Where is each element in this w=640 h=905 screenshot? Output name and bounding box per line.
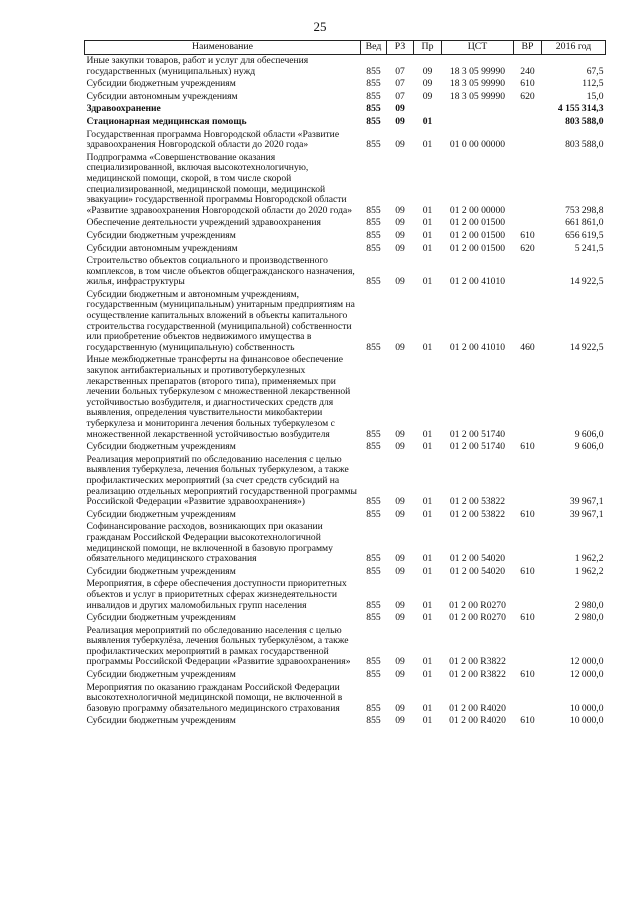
table-row [85, 230, 606, 243]
row-ved: 855 [366, 204, 381, 216]
row-vr [514, 682, 542, 716]
row-name: Субсидии бюджетным учреждениям [86, 612, 236, 624]
row-cst: 01 2 00 54020 [449, 553, 506, 565]
row-name: Субсидии бюджетным и автономным учреждениям, государственным (муниципальным) унитарным предприятиям на осуществление капитальных вложений в объекты капитального строительства государственной (муниципальной) собственности или приобретение объектов недвижимого имущества в государственную (муниципальную) собственность [86, 288, 355, 353]
row-vr: 460 [520, 341, 535, 353]
row-vr [514, 217, 542, 230]
row-sum: 2 980,0 [574, 599, 604, 611]
row-pr: 01 [422, 428, 433, 440]
row-sum: 803 588,0 [565, 115, 604, 127]
row-pr: 09 [422, 90, 433, 102]
row-ved: 855 [366, 715, 381, 727]
row-sum: 9 606,0 [574, 441, 604, 453]
table-row [85, 625, 606, 669]
row-ved: 855 [366, 565, 381, 577]
row-rz: 07 [395, 78, 405, 90]
header-rz: РЗ [387, 41, 414, 55]
row-vr: 620 [520, 90, 535, 102]
row-rz: 09 [395, 139, 405, 151]
row-ved: 855 [366, 341, 381, 353]
row-name: Обеспечение деятельности учреждений здравоохранения [86, 217, 321, 229]
row-rz: 09 [395, 115, 405, 127]
row-ved: 855 [366, 599, 381, 611]
table-row [85, 55, 606, 79]
table-header-row [85, 41, 606, 55]
row-vr [514, 578, 542, 612]
row-cst: 01 2 00 R3822 [449, 669, 506, 681]
row-rz: 09 [395, 565, 405, 577]
row-rz: 07 [395, 65, 405, 77]
table-row [85, 243, 606, 256]
row-name: Реализация мероприятий по обследованию населения с целью выявления туберкулёза, лечения больных туберкулёзом, а также профилактических мероприятий в рамках государственной программы Российской Федерации «Развитие здравоохранения» [86, 624, 351, 668]
table-row [85, 715, 606, 728]
row-cst: 01 2 00 51740 [449, 441, 506, 453]
row-rz: 07 [395, 90, 405, 102]
table-row [85, 91, 606, 104]
row-vr [514, 116, 542, 129]
row-name: Государственная программа Новгородской области «Развитие здравоохранения Новгородской области до 2020 года» [86, 128, 340, 151]
row-cst: 01 2 00 54020 [449, 565, 506, 577]
row-cst: 01 2 00 41010 [449, 276, 506, 288]
row-pr: 01 [422, 599, 433, 611]
row-cst: 01 2 00 53822 [449, 496, 506, 508]
table-row [85, 566, 606, 579]
row-vr [514, 354, 542, 441]
row-ved: 855 [366, 496, 381, 508]
row-ved: 855 [366, 553, 381, 565]
row-pr: 01 [422, 341, 433, 353]
row-vr: 610 [520, 229, 535, 241]
row-pr: 01 [422, 229, 433, 241]
table-row [85, 521, 606, 565]
row-pr: 01 [422, 669, 433, 681]
row-cst: 01 2 00 R0270 [449, 612, 506, 624]
row-pr: 01 [422, 115, 433, 127]
table-row [85, 354, 606, 441]
row-name: Строительство объектов социального и производственного комплексов, в том числе объектов общегражданского назначения, жилья, инфраструктуры [86, 255, 355, 288]
row-cst: 01 2 00 01500 [449, 242, 506, 254]
table-row [85, 441, 606, 454]
row-rz: 09 [395, 508, 405, 520]
row-rz: 09 [395, 669, 405, 681]
row-ved: 855 [366, 78, 381, 90]
page-number: 25 [313, 19, 327, 34]
row-name: Софинансирование расходов, возникающих при оказании гражданам Российской Федерации высокотехнологичной медицинской помощи, не включенной в базовую программу обязательного медицинского страхования [86, 521, 333, 565]
row-sum: 12 000,0 [569, 656, 604, 668]
row-sum: 803 588,0 [565, 139, 604, 151]
row-vr: 610 [520, 669, 535, 681]
row-cst: 01 2 00 41010 [449, 341, 506, 353]
row-ved: 855 [366, 242, 381, 254]
row-sum: 67,5 [586, 65, 604, 77]
row-sum: 10 000,0 [569, 715, 604, 727]
row-cst: 18 3 05 99990 [449, 78, 506, 90]
row-name: Субсидии бюджетным учреждениям [86, 78, 236, 90]
row-vr: 610 [520, 78, 535, 90]
table-body [85, 55, 606, 729]
row-sum: 112,5 [582, 78, 604, 90]
row-sum: 753 298,8 [565, 204, 604, 216]
row-cst: 01 2 00 51740 [449, 428, 506, 440]
row-rz: 09 [395, 276, 405, 288]
header-vr: ВР [514, 41, 542, 55]
row-name: Здравоохранение [86, 103, 161, 115]
row-rz: 09 [395, 341, 405, 353]
row-pr: 01 [422, 715, 433, 727]
row-pr: 01 [422, 508, 433, 520]
row-sum: 14 922,5 [569, 341, 604, 353]
table-row [85, 217, 606, 230]
row-rz: 09 [395, 428, 405, 440]
row-vr: 240 [520, 65, 535, 77]
row-ved: 855 [366, 90, 381, 102]
row-vr: 610 [520, 612, 535, 624]
row-ved: 855 [366, 656, 381, 668]
row-sum: 12 000,0 [569, 669, 604, 681]
table-row [85, 78, 606, 91]
row-name: Иные закупки товаров, работ и услуг для обеспечения государственных (муниципальных) нужд [86, 55, 309, 77]
row-sum: 1 962,2 [574, 565, 604, 577]
row-vr: 610 [520, 441, 535, 453]
table-row [85, 682, 606, 716]
row-cst [442, 116, 514, 129]
row-vr [514, 129, 542, 152]
row-rz: 09 [395, 496, 405, 508]
row-name: Субсидии бюджетным учреждениям [86, 669, 236, 681]
row-pr [414, 103, 442, 116]
row-ved: 855 [366, 115, 381, 127]
header-cst: ЦСТ [442, 41, 514, 55]
row-cst [442, 103, 514, 116]
row-name: Субсидии автономным учреждениям [86, 242, 238, 254]
table-row [85, 669, 606, 682]
row-rz: 09 [395, 242, 405, 254]
row-pr: 01 [422, 204, 433, 216]
row-sum: 10 000,0 [569, 702, 604, 714]
row-sum: 5 241,5 [574, 242, 604, 254]
row-pr: 01 [422, 612, 433, 624]
row-sum: 15,0 [586, 90, 604, 102]
row-pr: 01 [422, 496, 433, 508]
row-pr: 09 [422, 65, 433, 77]
row-vr: 610 [520, 508, 535, 520]
table-row [85, 289, 606, 355]
row-ved: 855 [366, 276, 381, 288]
row-cst: 01 2 00 00000 [449, 204, 506, 216]
row-pr: 01 [422, 565, 433, 577]
row-ved: 855 [366, 669, 381, 681]
row-cst: 18 3 05 99990 [449, 90, 506, 102]
row-pr: 01 [422, 441, 433, 453]
row-name: Субсидии бюджетным учреждениям [86, 565, 236, 577]
row-pr: 01 [422, 242, 433, 254]
row-ved: 855 [366, 441, 381, 453]
header-year: 2016 год [542, 41, 606, 55]
row-pr: 01 [422, 553, 433, 565]
row-name: Субсидии бюджетным учреждениям [86, 441, 236, 453]
row-ved: 855 [366, 702, 381, 714]
row-sum: 39 967,1 [569, 496, 604, 508]
row-name: Субсидии бюджетным учреждениям [86, 508, 236, 520]
row-vr: 610 [520, 565, 535, 577]
row-sum: 1 962,2 [574, 553, 604, 565]
row-ved: 855 [366, 508, 381, 520]
row-rz: 09 [395, 715, 405, 727]
row-rz: 09 [395, 599, 405, 611]
row-cst: 01 2 00 R4020 [449, 702, 506, 714]
row-ved: 855 [366, 428, 381, 440]
row-sum: 9 606,0 [574, 428, 604, 440]
row-vr [514, 625, 542, 669]
row-pr: 01 [422, 139, 433, 151]
row-sum: 4 155 314,3 [557, 103, 604, 115]
row-sum: 661 861,0 [565, 217, 604, 229]
row-rz: 09 [395, 553, 405, 565]
row-pr: 09 [422, 78, 433, 90]
row-rz: 09 [395, 204, 405, 216]
row-vr [514, 152, 542, 218]
row-rz: 09 [395, 612, 405, 624]
table-row [85, 612, 606, 625]
row-vr: 610 [520, 715, 535, 727]
row-sum: 2 980,0 [574, 612, 604, 624]
row-vr [514, 103, 542, 116]
header-pr: Пр [414, 41, 442, 55]
row-ved: 855 [366, 229, 381, 241]
row-vr: 620 [520, 242, 535, 254]
row-name: Субсидии автономным учреждениям [86, 90, 238, 102]
header-ved: Вед [361, 41, 387, 55]
table-row [85, 152, 606, 218]
row-pr: 01 [422, 656, 433, 668]
row-name: Мероприятия по оказанию гражданам Российской Федерации высокотехнологичной медицинской помощи, не включенной в базовую программу обязательного медицинского страхования [86, 681, 343, 714]
row-vr [514, 521, 542, 565]
row-rz: 09 [395, 103, 405, 115]
row-ved: 855 [366, 217, 381, 229]
row-rz: 09 [395, 217, 405, 229]
row-name: Подпрограмма «Совершенствование оказания специализированной, включая высокотехнологичную, медицинской помощи, скорой, в том числе скорой специализированной, медицинской помощи, медицинской эвакуации» государственной программы Новгородской области «Развитие здравоохранения Новгородской области до 2020 года» [86, 151, 353, 216]
row-sum: 14 922,5 [569, 276, 604, 288]
row-rz: 09 [395, 229, 405, 241]
row-rz: 09 [395, 702, 405, 714]
table-row [85, 578, 606, 612]
row-name: Реализация мероприятий по обследованию населения с целью выявления туберкулеза, лечения больных туберкулезом, а также профилактических мероприятий (за счет средств субсидий на реализацию отдельных мероприятий государственной программы Российской Федерации «Развитие здравоохранения») [86, 453, 357, 508]
row-cst: 01 2 00 R4020 [449, 715, 506, 727]
row-name: Стационарная медицинская помощь [86, 115, 247, 127]
row-cst: 01 2 00 53822 [449, 508, 506, 520]
table-row [85, 509, 606, 522]
row-rz: 09 [395, 441, 405, 453]
row-cst: 01 0 00 00000 [449, 139, 506, 151]
row-name: Иные межбюджетные трансферты на финансовое обеспечение закупок антибактериальных и противотуберкулезных лекарственных препаратов (второго типа), применяемых при лечении больных туберкулезом с множественной лекарственной устойчивостью возбудителя, и диагностических средств для выявления, определения чувствительности микобактерии туберкулеза и мониторинга лечения больных туберкулезом с множественной лекарственной устойчивостью возбудителя [86, 354, 351, 440]
row-name: Субсидии бюджетным учреждениям [86, 715, 236, 727]
table-row [85, 116, 606, 129]
table-row [85, 129, 606, 152]
row-ved: 855 [366, 139, 381, 151]
row-sum: 656 619,5 [565, 229, 604, 241]
row-sum: 39 967,1 [569, 508, 604, 520]
row-pr: 01 [422, 276, 433, 288]
row-rz: 09 [395, 656, 405, 668]
row-vr [514, 454, 542, 509]
table-row [85, 103, 606, 116]
row-cst: 01 2 00 01500 [449, 217, 506, 229]
row-cst: 01 2 00 01500 [449, 229, 506, 241]
row-pr: 01 [422, 702, 433, 714]
row-cst: 01 2 00 R3822 [449, 656, 506, 668]
row-cst: 01 2 00 R0270 [449, 599, 506, 611]
row-name: Субсидии бюджетным учреждениям [86, 229, 236, 241]
budget-table [84, 40, 606, 728]
row-cst: 18 3 05 99990 [449, 65, 506, 77]
row-vr [514, 255, 542, 289]
row-ved: 855 [366, 612, 381, 624]
row-ved: 855 [366, 65, 381, 77]
row-pr: 01 [422, 217, 433, 229]
row-name: Мероприятия, в сфере обеспечения доступности приоритетных объектов и услуг в приоритетных сферах жизнедеятельности инвалидов и других маломобильных групп населения [86, 578, 347, 611]
header-name: Наименование [85, 41, 361, 55]
table-row [85, 255, 606, 289]
row-ved: 855 [366, 103, 381, 115]
table-row [85, 454, 606, 509]
